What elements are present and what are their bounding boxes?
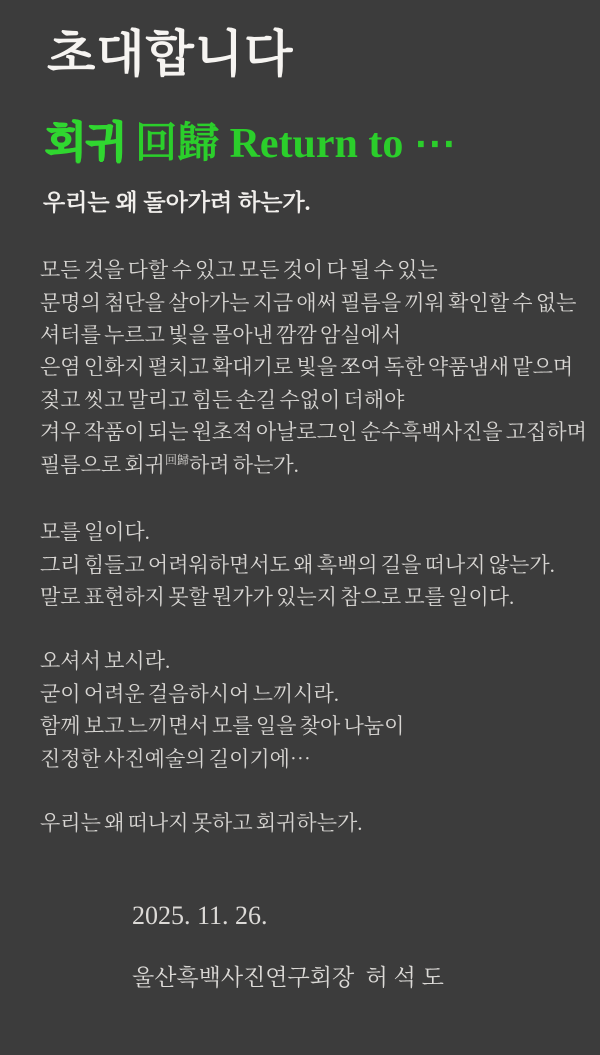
body-line: 겨우 작품이 되는 원초적 아날로그인 순수흑백사진을 고집하며 [40, 420, 587, 445]
subtitle-question: 우리는 왜 돌아가려 하는가. [43, 190, 311, 216]
footer [40, 901, 590, 992]
theme-hanja-word: 回歸 [135, 120, 220, 167]
body-line: 모든 것을 다할 수 있고 모든 것이 다 될 수 있는 [40, 258, 438, 283]
body-line: 오셔서 보시라. [40, 649, 171, 674]
body-line: 함께 보고 느끼면서 모를 일을 찾아 나눔이 [40, 714, 405, 739]
theme-english-phrase: Return to ⋯ [219, 120, 456, 167]
body-line: 굳이 어려운 걸음하시어 느끼시라. [40, 681, 340, 706]
paragraph-3 [40, 645, 590, 775]
theme-heading [45, 117, 590, 171]
signature-line: 울산흑백사진연구회장 허 석 도 [132, 965, 444, 991]
event-date: 2025. 11. 26. [132, 901, 268, 931]
hanja-superscript: 回歸 [164, 452, 189, 467]
body-line: 은염 인화지 펼치고 확대기로 빛을 쪼여 독한 약품냄새 맡으며 [40, 355, 574, 380]
paragraph-1-last-line [40, 449, 590, 484]
closing-line: 우리는 왜 떠나지 못하고 회귀하는가. [40, 810, 363, 835]
paragraph-1 [40, 254, 590, 448]
body-line: 모를 일이다. [40, 520, 150, 545]
body-line: 셔터를 누르고 빛을 몰아낸 깜깜 암실에서 [40, 323, 402, 348]
body-line: 문명의 첨단을 살아가는 지금 애써 필름을 끼워 확인할 수 없는 [40, 290, 577, 315]
theme-korean-word: 회귀 [45, 118, 127, 167]
last-line-prefix: 필름으로 회귀 [40, 452, 165, 477]
body-text [40, 254, 590, 839]
page-title: 초대합니다 [47, 26, 294, 82]
body-line: 젖고 씻고 말리고 힘든 손길 수없이 더해야 [40, 387, 405, 412]
body-line: 그리 힘들고 어려워하면서도 왜 흑백의 길을 떠나지 않는가. [40, 552, 555, 577]
body-line: 진정한 사진예술의 길이기에⋯ [40, 746, 311, 771]
body-line: 말로 표현하지 못할 뭔가가 있는지 참으로 모를 일이다. [40, 584, 515, 609]
paragraph-2 [40, 516, 590, 613]
last-line-suffix: 하려 하는가. [188, 452, 299, 477]
